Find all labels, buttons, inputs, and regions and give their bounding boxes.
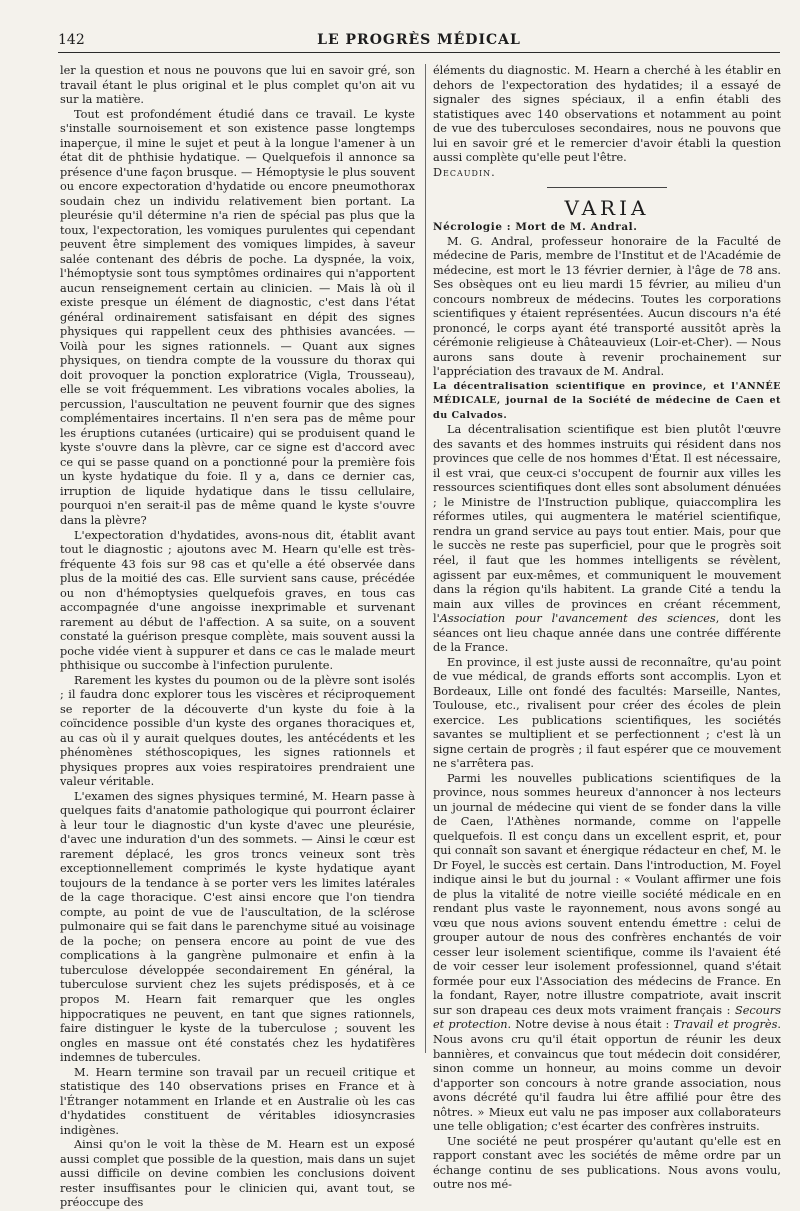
italic-run: Travail et progrès bbox=[673, 1018, 778, 1032]
text-run: , dont les séances ont lieu chaque année dans une contrée différente de la France. bbox=[433, 612, 781, 655]
paragraph: Une société ne peut prospérer qu'autant qu'elle est en rapport constant avec les sociétés de même ordre par un échange continu de ses publications. Nous avons voulu, outre nos mé- bbox=[433, 1134, 781, 1192]
paragraph: M. G. Andral, professeur honoraire de la Faculté de médecine de Paris, membre de l'Institut et de l'Académie de médecine, est mort le 13 février dernier, à l'âge de 78 ans. Ses obsèques ont eu lieu mardi 15 février, au milieu d'un concours nombreux de médecins. Toutes les corporations scientifiques y étaient représentées. Aucun discours n'a été prononcé, le corps ayant été transporté aussitôt après la cérémonie religieuse à Châteauvieux (Loir-et-Cher). — Nous aurons sans doute à revenir prochainement sur l'appréciation des travaux de M. Andral. bbox=[433, 234, 781, 379]
paragraph: En province, il est juste aussi de reconnaître, qu'au point de vue médical, de grands efforts sont accomplis. Lyon et Bordeaux, Lille ont fondé des facultés: Marseille, Nantes, Toulouse, etc., rivalisent pour créer des écoles de plein exercice. Les publications scientifiques, les sociétés savantes se multiplient et se perfectionnent ; c'est là un signe certain de progrès ; il faut espérer que ce mouvement ne s'arrêtera pas. bbox=[433, 655, 781, 771]
journal-title: LE PROGRÈS MÉDICAL bbox=[317, 32, 521, 48]
page-header bbox=[58, 28, 780, 53]
text-run: La décentralisation scientifique est bien plutôt l'œuvre des savants et des hommes instruits qui résident dans nos provinces que celle de nos hommes d'État. Il est nécessaire, il est vrai, que ceux-ci s'occupent de fournir aux villes les ressources scientifiques dont elles sont absolument dénuées ; le Ministre de l'Instruction publique, quiaccomplira les réformes utiles, qui augmentera le matériel scientifique, rendra un grand service au pays tout entier. Mais, pour que le succès ne reste pas superficiel, pour que le progrès soit réel, il faut que les hommes intelligents se révèlent, agissent par eux-mêmes, et communiquent le mouvement dans la région qu'ils habitent. La grande Cité a tendu la main aux villes de provinces en créant récemment, l' bbox=[433, 423, 781, 626]
paragraph: L'examen des signes physiques terminé, M. Hearn passe à quelques faits d'anatomie pathologique qui pourront éclairer à leur tour le diagnostic d'un kyste d'avec une pleurésie, d'avec une induration d'un des sommets. — Ainsi le cœur est rarement déplacé, les gros troncs veineux sont très exceptionnellement comprimés le kyste hydatique ayant toujours de la tendance à se porter vers les limites latérales de la cage thoracique. C'est ainsi encore que l'on tiendra compte, au point de vue de l'auscultation, de la sclérose pulmonaire qui se fait dans le parenchyme situé au voisinage de la poche; on pensera encore au point de vue des complications à la gangrène pulmonaire et enfin à la tuberculose développée secondairement En général, la tuberculose survient chez les sujets prédisposés, et à ce propos M. Hearn fait remarquer que les ongles hippocratiques ne peuvent, en tant que signes rationnels, faire distinguer le kyste de la tuberculose ; souvent les ongles en massue ont été constatés chez les hydatifères indemnes de tubercules. bbox=[60, 789, 415, 1065]
right-column bbox=[433, 64, 781, 1193]
paragraph: L'expectoration d'hydatides, avons-nous dit, établit avant tout le diagnostic ; ajoutons avec M. Hearn qu'elle est très-fréquente 43 fois sur 98 cas et qu'elle a été observée dans plus de la moitié des cas. Elle survient sans cause, précédée ou non d'hémoptysies quelquefois graves, en tous cas accompagnée d'une angoisse inexprimable et survenant rarement au début de l'affection. A sa suite, on a souvent constaté la guérison presque complète, mais souvent aussi la poche vidée vient à suppurer et dans ce cas le malade meurt phthisique ou succombe à l'infection purulente. bbox=[60, 528, 415, 673]
text-run: . Notre devise à nous était : bbox=[507, 1018, 674, 1032]
text-run: Parmi les nouvelles publications scientifiques de la province, nous sommes heureux d'annoncer à nos lecteurs un journal de médecine qui vient de se fonder dans la ville de Caen, l'Athènes normande, comme on l'appelle quelquefois. Il est conçu dans un excellent esprit, et, pour qui connaît son savant et énergique rédacteur en chef, M. le Dr Foyel, le succès est certain. Dans l'introduction, M. Foyel indique ainsi le but du journal : « Voulant affirmer une fois de plus la vitalité de notre vieille société médicale en en rendant plus vaste le rayonnement, nous avons songé au vœu que nous avions souvent entendu émettre : celui de grouper autour de nous des confrères enchantés de voir cesser leur isolement scientifique, comme ils l'avaient été de voir cesser leur isolement professionnel, quand s'était formée pour eux l'Association des médecins de France. En la fondant, Rayer, notre illustre compatriote, avait inscrit sur son drapeau ces deux mots vraiment français : bbox=[433, 771, 781, 1017]
italic-run: Association pour l'avancement des sciences bbox=[439, 612, 716, 626]
paragraph bbox=[433, 772, 781, 1135]
section-title: VARIA bbox=[564, 196, 650, 221]
article-heading: La décentralisation scientifique en province, et l'ANNÉE MÉDICALE, journal de la Société de médecine de Caen et du Calvados. bbox=[433, 380, 781, 421]
italic-run: Secours et protection bbox=[433, 1003, 781, 1032]
paragraph: Ainsi qu'on le voit la thèse de M. Hearn est un exposé aussi complet que possible de la question, mais dans un sujet aussi difficile on devine combien les conclusions doivent rester insuffisantes pour le clinicien qui, avant tout, se préoccupe des bbox=[60, 1138, 415, 1210]
paragraph: Tout est profondément étudié dans ce travail. Le kyste s'installe sournoisement et son existence passe longtemps inaperçue, il mine le sujet et peut à la longue l'amener à un état dit de phthisie hydatique. — Quelquefois il annonce sa présence d'une façon brusque. — Hémoptysie le plus souvent ou encore expectoration d'hydatide ou encore pneumothorax soudain chez un individu relativement bien portant. La pleurésie qu'il détermine n'a rien de spécial pas plus que la toux, l'expectoration, les vomiques purulentes qui cependant peuvent être simplement des vomiques limpides, à saveur salée contenant des débris de poche. La dyspnée, la voix, l'hémoptysie sont tous symptômes ordinaires qui n'apportent aucun renseignement certain au clinicien. — Mais là où il existe presque un élément de diagnostic, c'est dans l'état général ordinairement satisfaisant en dépit des signes physiques qui rappellent ceux des phthisies avancées. — Voilà pour les signes rationnels. — Quant aux signes physiques, on tiendra compte de la voussure du thorax qui doit provoquer la ponction exploratrice (Vigla, Trousseau), elle se voit fréquemment. Les vibrations vocales abolies, la percussion, l'auscultation ne peuvent fournir que des signes complémentaires incertains. Il n'en sera pas de même pour les éruptions cutanées (urticaire) qui se produisent quand le kyste s'ouvre dans la plèvre, car ce signe est d'accord avec ce qui se passe quand on a ponctionné pour la première fois un kyste hydatique du foie. Il y a, dans ce dernier cas, irruption de liquide hydatique dans le tissu cellulaire, pourquoi n'en serait-il pas de même quand le kyste s'ouvre dans la plèvre? bbox=[60, 107, 415, 527]
paragraph: Rarement les kystes du poumon ou de la plèvre sont isolés ; il faudra donc explorer tous les viscères et réciproquement se reporter de la découverte d'un kyste du foie à la coïncidence possible d'un kyste des organes thoraciques et, au cas où il y aurait quelques doutes, les antécédents et les phénomènes stéthoscopiques, les signes rationnels et physiques propres aux voies respiratoires prendraient une valeur véritable. bbox=[60, 673, 415, 789]
column-divider bbox=[425, 64, 426, 1053]
obituary-heading: Nécrologie : Mort de M. Andral. bbox=[433, 221, 638, 234]
paragraph: ler la question et nous ne pouvons que lui en savoir gré, son travail étant le plus original et le plus complet qu'on ait vu sur la matière. bbox=[60, 64, 415, 107]
paragraph bbox=[433, 423, 781, 655]
left-column bbox=[60, 64, 415, 1211]
paragraph: M. Hearn termine son travail par un recueil critique et statistique des 140 observations prises en France et à l'Étranger notamment en Irlande et en Australie où les cas d'hydatides constituent de véritables idiosyncrasies indigènes. bbox=[60, 1065, 415, 1137]
text-run: . Nous avons cru qu'il était opportun de réunir les deux bannières, et convaincus que tout médecin doit considérer, sinon comme un honneur, au moins comme un devoir d'apporter son concours à notre grande association, nous avons décrété qu'il faudra lui être affilié pour être des nôtres. » Mieux eut valu ne pas imposer aux collaborateurs une telle obligation; c'est écarter des confrères instruits. bbox=[433, 1018, 781, 1134]
section-separator bbox=[433, 180, 781, 194]
page-number: 142 bbox=[58, 32, 85, 48]
author-signature: Decaudin. bbox=[433, 165, 496, 179]
paragraph: éléments du diagnostic. M. Hearn a cherché à les établir en dehors de l'expectoration des hydatides; il a essayé de signaler des signes spéciaux, il a enfin établi des statistiques avec 140 observations et notamment au point de vue des tuberculoses secondaires, nous ne pouvons que lui en savoir gré et le remercier d'avoir établi la question aussi complète qu'elle peut l'être. bbox=[433, 64, 781, 165]
